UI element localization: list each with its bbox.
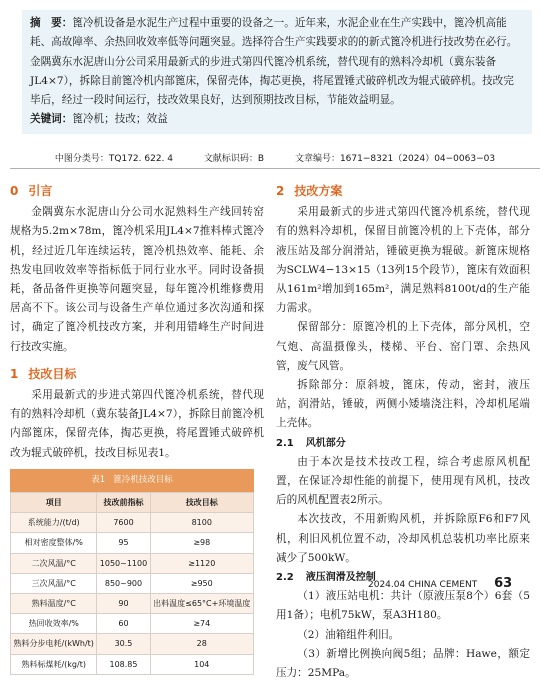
classification-line xyxy=(0,151,550,164)
abstract-box xyxy=(22,10,532,134)
fan-paragraph-1: 由于本次是技术技改工程，综合考虑原风机配置，在保证冷却性能的前提下，使用现有风机，技改后的风机配置表2所示。 xyxy=(276,455,530,507)
issue-date: 2024.04 xyxy=(368,580,406,590)
table-row: 相对密度整体/% 95 ≥98 xyxy=(11,533,254,553)
table-row: 熟料温度/°C 90 出料温度≤65°C+环境温度 xyxy=(11,594,254,614)
goal-table xyxy=(10,469,254,675)
document-code: 文献标识码：B xyxy=(203,154,265,164)
section-heading-2: 2 技改方案 xyxy=(276,184,343,198)
clc-number: 中图分类号：TQ172. 622. 4 xyxy=(54,154,173,164)
table-row: 熟料标煤耗/(kg/t) 108.85 104 xyxy=(11,654,254,674)
hydraulic-item-2: （2）油箱组件利旧。 xyxy=(297,628,400,641)
divider xyxy=(10,168,540,169)
subsection-heading-2-2: 2.2 液压润滑及控制 xyxy=(276,572,376,584)
keywords-text: 篦冷机；技改；效益 xyxy=(72,113,168,126)
table-row: 系统能力/(t/d) 7600 8100 xyxy=(11,513,254,533)
table-caption: 表1 篦冷机技改目标 xyxy=(10,469,254,492)
right-column xyxy=(276,182,530,683)
intro-paragraph: 金隅冀东水泥唐山分公司水泥熟料生产线回转窑规格为5.2m×78m，篦冷机采用JL4×7推料棒式篦冷机，经过近几年连续运转，篦冷机热效率、能耗、余热发电回收效率等指标低于同行业水平。同时设备损耗，备品备件更换等问题突显，每年篦冷机维修费用居高不下。该公司与设备生产单位通过多次沟通和探讨，确定了篦冷机技改方案，并利用错峰生产时间进行技改实施。 xyxy=(10,206,264,353)
page-number: 63 xyxy=(494,576,513,591)
table-header: 技改前指标 xyxy=(97,493,150,513)
fan-paragraph-2: 本次技改，不用新购风机，并拆除原F6和F7风机，利旧风机位置不动，冷却风机总装机功率比原来减少了500kW。 xyxy=(276,513,530,564)
goal-paragraph: 采用最新式的步进式第四代篦冷机系统，替代现有的熟料冷却机（冀东装备JL4×7），拆除目前篦冷机内部篦床，保留壳体，掏芯更换，将尾置锤式破碎机改为辊式破碎机，技改目标见表1。 xyxy=(10,389,264,459)
journal-name: CHINA CEMENT xyxy=(408,580,478,590)
plan-paragraph-2: 保留部分：原篦冷机的上下壳体，部分风机，空气炮、高温摄像头，楼梯、平台、窑门罩、余热风管，废气风管。 xyxy=(276,321,530,372)
hydraulic-item-3: （3）新增比例换向阀5组；品牌：Hawe，额定压力：25MPa。 xyxy=(276,647,530,680)
abstract-text: 篦冷机设备是水泥生产过程中重要的设备之一。近年来，水泥企业在生产实践中，篦冷机高能耗、高故障率、余热回收效率低等问题突显。选择符合生产实践要求的的新式篦冷机进行技改势在必行。金隅冀东水泥唐山分公司采用最新式的步进式第四代篦冷机系统，替代现有的熟料冷却机（冀东装备JL4×7），拆除目前篦冷机内部篦床，保留壳体，掏芯更换，将尾置锤式破碎机改为辊式破碎机。技改完毕后，经过一段时间运行，技改效果良好，达到预期技改目标，节能效益明显。 xyxy=(30,17,518,107)
plan-paragraph-1: 采用最新式的步进式第四代篦冷机系统，替代现有的熟料冷却机，保留目前篦冷机的上下壳体，部分液压站及部分润滑站，锤破更换为辊破。新篦床规格为SCLW4−13×15（13列15个段节），篦床有效面积从161m²增加到165m²，满足熟料8100t/d的生产能力需求。 xyxy=(276,206,530,315)
subsection-heading-2-1: 2.1 风机部分 xyxy=(276,437,346,449)
plan-paragraph-3: 拆除部分：原斜坡，篦床，传动，密封，液压站，润滑站，锤破，两侧小矮墙浇注料，冷却机尾端上壳体。 xyxy=(276,379,530,430)
abstract-label: 摘 要： xyxy=(30,17,73,29)
table-row: 二次风温/°C 1050~1100 ≥1120 xyxy=(11,553,254,573)
keywords-label: 关键词： xyxy=(30,113,73,126)
article-number: 文章编号：1671−8321（2024）04−0063−03 xyxy=(294,154,496,164)
hydraulic-item-1: （1）液压站电机：共计（原液压泵8个）6套（5用1备）；电机75kW，泵A3H180。 xyxy=(276,590,530,622)
table-header: 技改目标 xyxy=(150,493,253,513)
table-header: 项目 xyxy=(11,493,97,513)
table-row: 熟料分步电耗/(kWh/t) 30.5 28 xyxy=(11,634,254,654)
page-footer xyxy=(368,576,512,591)
table-row: 三次风温/°C 850~900 ≥950 xyxy=(11,573,254,593)
section-heading-1: 1 技改目标 xyxy=(10,366,77,381)
section-heading-0: 0 引言 xyxy=(10,184,53,198)
left-column xyxy=(10,182,264,675)
table-row: 热回收效率/% 60 ≥74 xyxy=(11,614,254,634)
